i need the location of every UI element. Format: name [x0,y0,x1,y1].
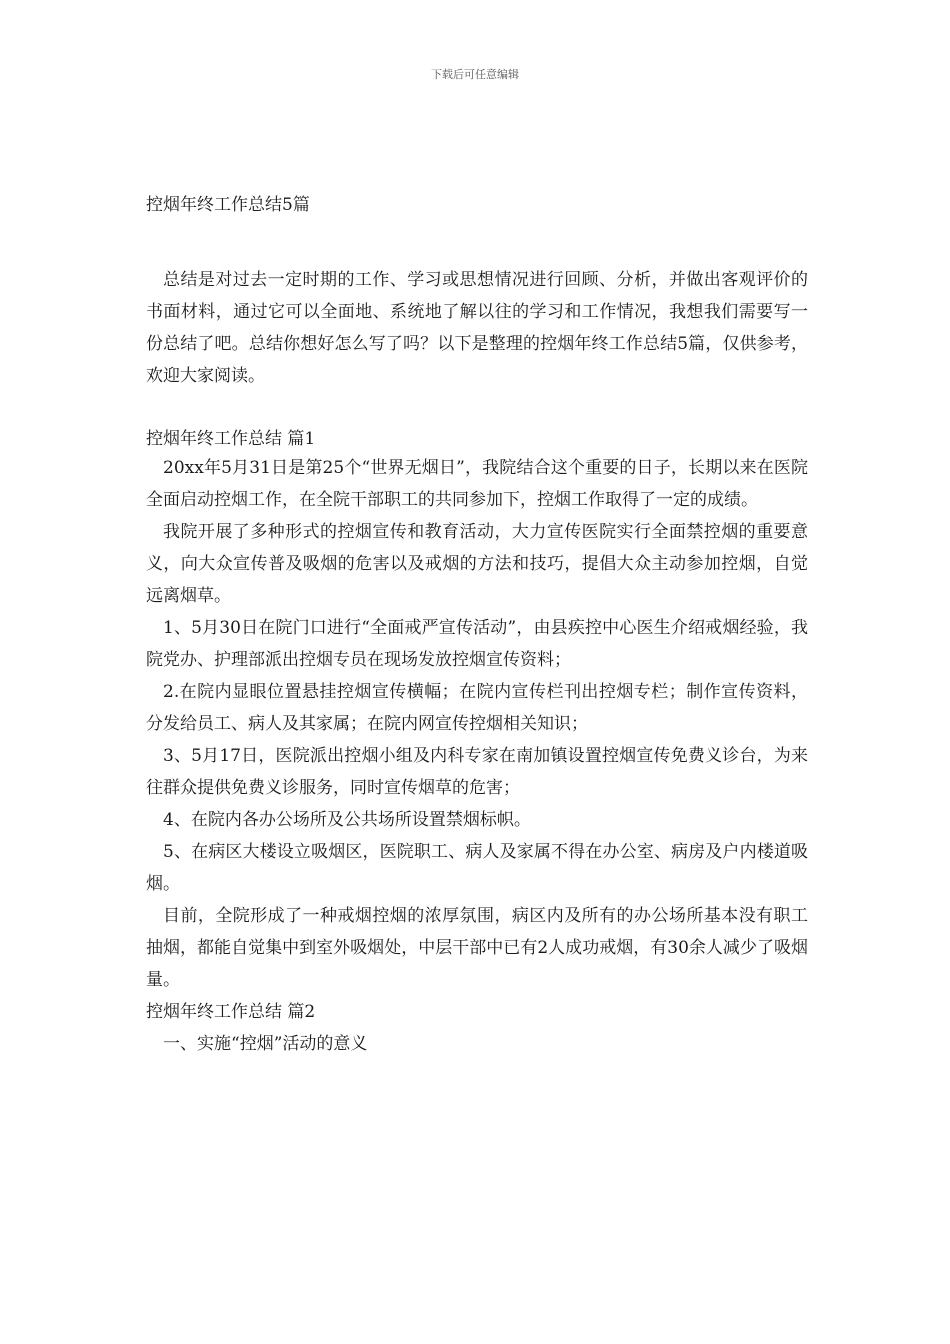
section-1-list-item: 2.在院内显眼位置悬挂控烟宣传横幅；在院内宣传栏刊出控烟专栏；制作宣传资料，分发给员工、病人及其家属；在院内网宣传控烟相关知识； [146,682,808,734]
document-title: 控烟年终工作总结5篇 [146,195,310,215]
section-1-paragraph: 我院开展了多种形式的控烟宣传和教育活动，大力宣传医院实行全面禁控烟的重要意义，向大众宣传普及吸烟的危害以及戒烟的方法和技巧，提倡大众主动参加控烟，自觉远离烟草。 [146,522,808,606]
section-1-list-item: 3、5月17日，医院派出控烟小组及内科专家在南加镇设置控烟宣传免费义诊台，为来往群众提供免费义诊服务，同时宣传烟草的危害； [146,746,808,798]
section-1-paragraph: 20xx年5月31日是第25个“世界无烟日”，我院结合这个重要的日子，长期以来在医院全面启动控烟工作，在全院干部职工的共同参加下，控烟工作取得了一定的成绩。 [146,458,808,510]
section-2-paragraph: 一、实施“控烟”活动的意义 [163,1034,368,1054]
section-2-title: 控烟年终工作总结 篇2 [146,1002,316,1022]
section-1-paragraph: 目前，全院形成了一种戒烟控烟的浓厚氛围，病区内及所有的办公场所基本没有职工抽烟，都能自觉集中到室外吸烟处，中层干部中已有2人成功戒烟，有30余人减少了吸烟量。 [146,906,808,990]
section-1-title: 控烟年终工作总结 篇1 [146,429,316,449]
section-1-list-item: 5、在病区大楼设立吸烟区，医院职工、病人及家属不得在办公室、病房及户内楼道吸烟。 [146,842,808,894]
header-note: 下载后可任意编辑 [431,68,519,81]
section-1-list-item: 4、在院内各办公场所及公共场所设置禁烟标帜。 [163,810,531,830]
document-body [146,192,808,1060]
section-1-list-item: 1、5月30日在院门口进行“全面戒严宣传活动”，由县疾控中心医生介绍戒烟经验，我院党办、护理部派出控烟专员在现场发放控烟宣传资料； [146,618,808,670]
intro-paragraph: 总结是对过去一定时期的工作、学习或思想情况进行回顾、分析，并做出客观评价的书面材料，通过它可以全面地、系统地了解以往的学习和工作情况，我想我们需要写一份总结了吧。总结你想好怎么写了吗？以下是整理的控烟年终工作总结5篇，仅供参考，欢迎大家阅读。 [146,270,808,386]
